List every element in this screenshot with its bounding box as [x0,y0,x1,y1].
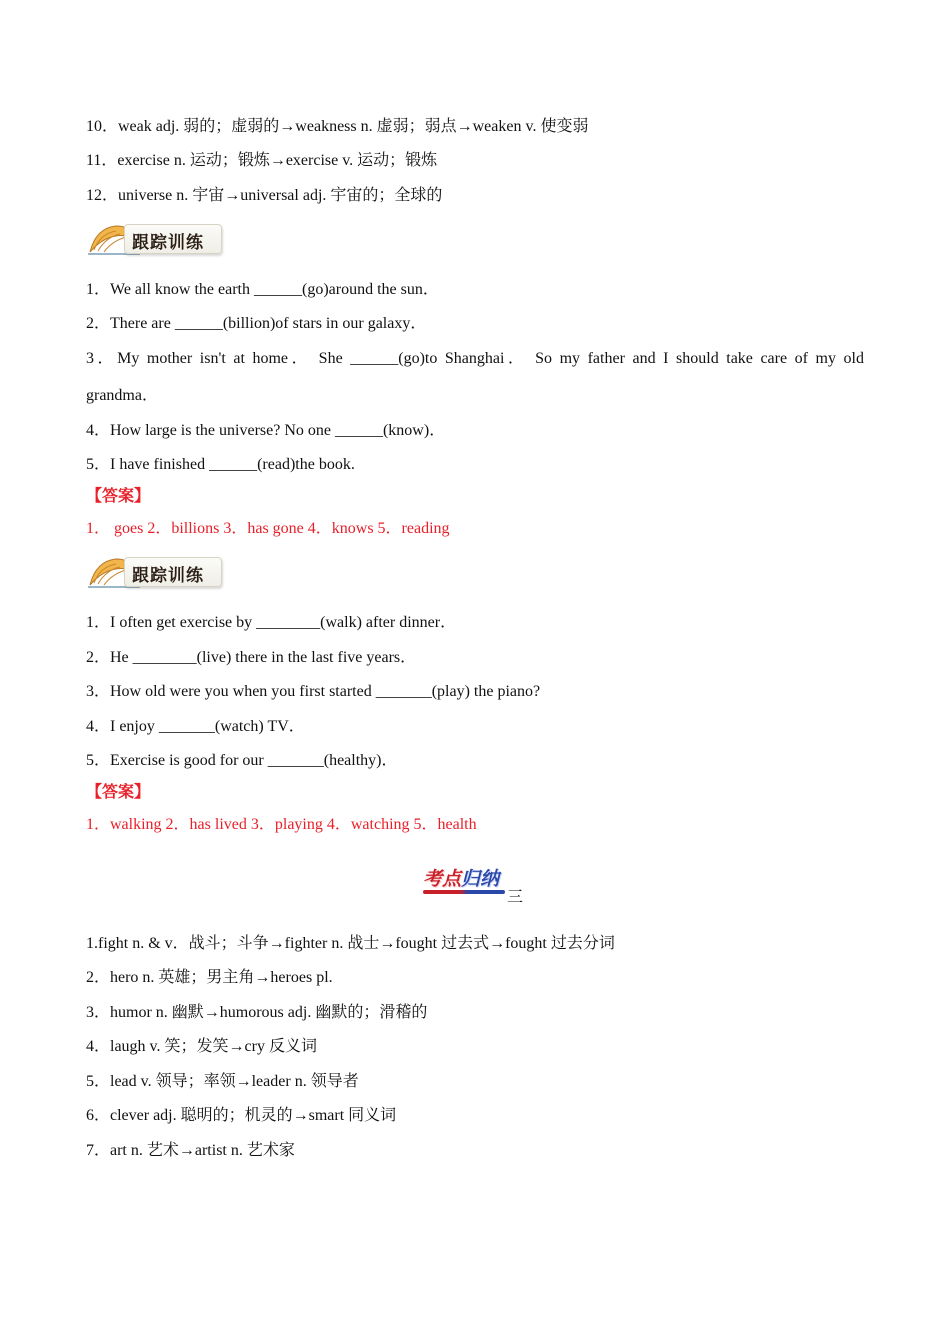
practice1-item-3: 3．My mother isn't at home． She ______(go)to Shanghai． So my father and I should take care of my old [86,350,864,367]
practice2-item-1: 1．I often get exercise by ________(walk) after dinner． [86,614,457,631]
practice1-item-4: 4．How large is the universe? No one ______(know)． [86,422,446,439]
practice1-item-3-cont: grandma． [86,387,158,404]
practice-badge-2 [86,551,226,591]
answer-text-2: 1．walking 2．has lived 3．playing 4．watching 5．health [86,816,477,833]
practice2-item-5: 5．Exercise is good for our _______(healthy)． [86,752,398,769]
practice-badge-label-1: 跟踪训练 [132,233,204,253]
vocab-bottom-1: 1.fight n. & v．战斗；斗争→fighter n. 战士→fought 过去式→fought 过去分词 [86,935,615,952]
vocab-bottom-3: 3．humor n. 幽默→humorous adj. 幽默的；滑稽的 [86,1004,428,1021]
practice2-item-3: 3．How old were you when you first started _______(play) the piano? [86,683,541,700]
answer-text-1: 1． goes 2．billions 3．has gone 4．knows 5．reading [86,520,450,537]
practice-badge-1 [86,218,226,258]
practice2-item-4: 4．I enjoy _______(watch) TV． [86,718,305,735]
section-heading-suffix: 三 [507,887,524,906]
section-heading-underline [423,890,505,894]
vocab-bottom-7: 7．art n. 艺术→artist n. 艺术家 [86,1142,295,1159]
practice1-item-5: 5．I have finished ______(read)the book. [86,456,355,473]
vocab-bottom-5: 5．lead v. 领导；率领→leader n. 领导者 [86,1073,359,1090]
vocab-bottom-6: 6．clever adj. 聪明的；机灵的→smart 同义词 [86,1107,397,1124]
practice2-item-2: 2．He ________(live) there in the last five years． [86,649,417,666]
vocab-bottom-4: 4．laugh v. 笑；发笑→cry 反义词 [86,1038,317,1055]
section-heading-part1: 考点 [423,868,462,890]
section-heading-title [423,864,499,891]
practice-badge-label-2: 跟踪训练 [132,566,204,586]
vocab-bottom-2: 2．hero n. 英雄；男主角→heroes pl. [86,969,333,986]
vocab-line-10: 10．weak adj. 弱的；虚弱的→weakness n. 虚弱；弱点→weaken v. 使变弱 [86,118,589,135]
vocab-line-11: 11．exercise n. 运动；锻炼→exercise v. 运动；锻炼 [86,152,438,169]
answer-label-1: 【答案】 [86,486,151,505]
answer-label-2: 【答案】 [86,782,151,801]
section-heading-badge [423,862,533,906]
vocab-line-12: 12．universe n. 宇宙→universal adj. 宇宙的；全球的 [86,187,443,204]
practice1-item-2: 2．There are ______(billion)of stars in our galaxy． [86,315,427,332]
section-heading-part2: 归纳 [461,868,500,890]
practice1-item-1: 1．We all know the earth ______(go)around the sun． [86,281,439,298]
